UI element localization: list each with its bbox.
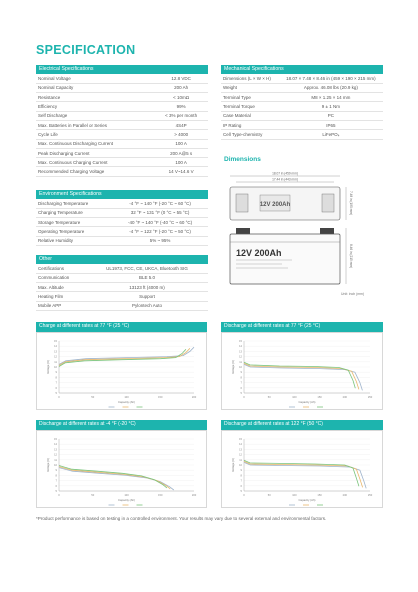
spec-label: Relative Humidity bbox=[36, 236, 112, 245]
y-axis-label: Voltage (V) bbox=[231, 359, 235, 374]
spec-value: UL1973, FCC, CE, UKCA, Bluetooth SIG bbox=[86, 264, 208, 273]
chart-4-heading: Discharge at different rates at 122 °F (50 °C) bbox=[221, 420, 383, 430]
spec-label: Recommended Charging Voltage bbox=[36, 167, 154, 176]
spec-label: Max. Batteries in Parallel or Series bbox=[36, 120, 154, 129]
y-tick-label: 6 bbox=[240, 484, 242, 488]
mechanical-row bbox=[221, 130, 383, 139]
electrical-row bbox=[36, 167, 208, 176]
y-tick-label: 10 bbox=[54, 463, 57, 467]
y-tick-label: 13 bbox=[54, 349, 57, 353]
x-tick-label: 250 bbox=[367, 493, 373, 497]
x-tick-label: 150 bbox=[158, 395, 163, 399]
chart-4-plot bbox=[222, 431, 384, 509]
electrical-row bbox=[36, 130, 208, 139]
spec-label: Discharging Temperature bbox=[36, 199, 112, 208]
spec-label: Max. Continuous Charging Current bbox=[36, 158, 154, 167]
y-tick-label: 11 bbox=[54, 458, 57, 462]
y-tick-label: 8 bbox=[55, 473, 57, 477]
page-title: SPECIFICATION bbox=[36, 43, 136, 57]
x-tick-label: 100 bbox=[292, 395, 297, 399]
other-specs bbox=[36, 255, 208, 311]
spec-label: Peak Discharging Current bbox=[36, 148, 154, 157]
environment-table bbox=[36, 199, 208, 246]
spec-label: Operating Temperature bbox=[36, 227, 112, 236]
mechanical-row bbox=[221, 120, 383, 129]
spec-value: 4S4P bbox=[154, 120, 208, 129]
spec-label: Mobile APP bbox=[36, 301, 86, 310]
chart-panel-3 bbox=[36, 420, 207, 508]
spec-value: 100 A bbox=[154, 158, 208, 167]
electrical-table bbox=[36, 74, 208, 177]
spec-value: -40 °F ~ 140 °F (-40 °C ~ 60 °C) bbox=[112, 218, 208, 227]
y-tick-label: 5 bbox=[240, 391, 242, 395]
y-tick-label: 7 bbox=[55, 381, 57, 385]
electrical-row bbox=[36, 158, 208, 167]
spec-value: BLE 5.0 bbox=[86, 273, 208, 282]
x-tick-label: 150 bbox=[317, 395, 322, 399]
spec-value: 100 A bbox=[154, 139, 208, 148]
spec-label: Self Discharge bbox=[36, 111, 154, 120]
electrical-row bbox=[36, 148, 208, 157]
y-tick-label: 9 bbox=[240, 468, 242, 472]
x-axis-label: Capacity (Ah) bbox=[118, 497, 135, 502]
electrical-row bbox=[36, 74, 208, 83]
electrical-row bbox=[36, 93, 208, 102]
chart-1-plot bbox=[37, 333, 208, 411]
y-tick-label: 15 bbox=[54, 339, 57, 343]
spec-label: Cycle Life bbox=[36, 130, 154, 139]
y-tick-label: 5 bbox=[55, 489, 57, 493]
height-label: 8.46 in (215 mm) bbox=[349, 243, 353, 269]
spec-value: 200 A@5 s bbox=[154, 148, 208, 157]
spec-value: 12.8 VDC bbox=[154, 74, 208, 83]
spec-value: 14 V~14.6 V bbox=[154, 167, 208, 176]
environment-row bbox=[36, 227, 208, 236]
y-tick-label: 6 bbox=[55, 484, 57, 488]
spec-value: > 4000 bbox=[154, 130, 208, 139]
spec-label: Terminal Torque bbox=[221, 102, 279, 111]
mechanical-row bbox=[221, 93, 383, 102]
chart-3-plot bbox=[37, 431, 208, 509]
electrical-specs bbox=[36, 65, 208, 177]
series-line bbox=[59, 467, 174, 489]
y-tick-label: 15 bbox=[54, 437, 57, 441]
x-tick-label: 0 bbox=[58, 493, 60, 497]
y-tick-label: 8 bbox=[240, 473, 242, 477]
chart-1-heading: Charge at different rates at 77 °F (25 °C) bbox=[36, 322, 207, 332]
x-tick-label: 50 bbox=[91, 395, 95, 399]
spec-value: PC bbox=[279, 111, 383, 120]
y-tick-label: 15 bbox=[239, 437, 242, 441]
y-tick-label: 8 bbox=[240, 375, 242, 379]
spec-value: Pylontech Auto bbox=[86, 301, 208, 310]
chart-2-heading: Discharge at different rates at 77 °F (25 °C) bbox=[221, 322, 383, 332]
x-tick-label: 100 bbox=[124, 395, 129, 399]
y-tick-label: 12 bbox=[54, 355, 57, 359]
mechanical-specs bbox=[221, 65, 383, 140]
spec-value: IP65 bbox=[279, 120, 383, 129]
spec-label: Efficiency bbox=[36, 102, 154, 111]
electrical-row bbox=[36, 83, 208, 92]
y-tick-label: 12 bbox=[54, 453, 57, 457]
x-axis-label: Capacity (Ah) bbox=[298, 497, 316, 502]
width-label: 7.48 in (190 mm) bbox=[349, 190, 353, 216]
y-tick-label: 7 bbox=[240, 381, 242, 385]
spec-value: Approx. 46.08 lbs (20.9 kg) bbox=[279, 83, 383, 92]
spec-label: Case Material bbox=[221, 111, 279, 120]
svg-text:12V 200Ah: 12V 200Ah bbox=[259, 202, 291, 208]
length-label-1: 18.07 in (459 mm) bbox=[272, 171, 298, 176]
y-tick-label: 9 bbox=[55, 468, 57, 472]
chart-2-plot bbox=[222, 333, 384, 411]
series-line bbox=[59, 348, 190, 365]
environment-row bbox=[36, 218, 208, 227]
spec-value: < 3% per month bbox=[154, 111, 208, 120]
mechanical-row bbox=[221, 74, 383, 83]
other-row bbox=[36, 301, 208, 310]
spec-value: -4 °F ~ 140 °F (-20 °C ~ 60 °C) bbox=[112, 199, 208, 208]
y-tick-label: 10 bbox=[239, 463, 242, 467]
spec-label: Heating Film bbox=[36, 292, 86, 301]
environment-row bbox=[36, 236, 208, 245]
x-tick-label: 200 bbox=[191, 493, 197, 497]
spec-label: Max. Altitude bbox=[36, 283, 86, 292]
chart-panel-4 bbox=[221, 420, 383, 508]
x-tick-label: 50 bbox=[267, 493, 271, 497]
other-table bbox=[36, 264, 208, 311]
length-label-2: 17.44 in (443 mm) bbox=[272, 177, 298, 182]
y-tick-label: 14 bbox=[54, 344, 57, 348]
spec-value: LiFePO₄ bbox=[279, 130, 383, 139]
y-tick-label: 7 bbox=[240, 479, 242, 483]
mechanical-row bbox=[221, 102, 383, 111]
footnote: *Product performance is based on testing in a controlled environment. Your results may vary due to several external and environmental factors. bbox=[36, 516, 327, 521]
y-tick-label: 10 bbox=[239, 365, 242, 369]
y-tick-label: 9 bbox=[55, 370, 57, 374]
series-line bbox=[59, 465, 167, 487]
x-tick-label: 250 bbox=[367, 395, 373, 399]
y-tick-label: 11 bbox=[239, 458, 242, 462]
electrical-row bbox=[36, 102, 208, 111]
series-line bbox=[59, 466, 170, 488]
y-tick-label: 8 bbox=[55, 375, 57, 379]
battery-dimension-drawing bbox=[222, 170, 384, 300]
y-tick-label: 13 bbox=[239, 349, 242, 353]
electrical-heading: Electrical Specifications bbox=[36, 65, 208, 74]
y-tick-label: 13 bbox=[54, 447, 57, 451]
environment-row bbox=[36, 208, 208, 217]
y-tick-label: 9 bbox=[240, 370, 242, 374]
other-row bbox=[36, 283, 208, 292]
y-tick-label: 5 bbox=[55, 391, 57, 395]
spec-label: Storage Temperature bbox=[36, 218, 112, 227]
other-row bbox=[36, 273, 208, 282]
x-tick-label: 50 bbox=[267, 395, 271, 399]
spec-label: Terminal Type bbox=[221, 93, 279, 102]
y-tick-label: 12 bbox=[239, 453, 242, 457]
spec-label: Dimensions (L × W × H) bbox=[221, 74, 279, 83]
spec-value: 99% bbox=[154, 102, 208, 111]
x-tick-label: 100 bbox=[292, 493, 297, 497]
electrical-row bbox=[36, 111, 208, 120]
y-tick-label: 13 bbox=[239, 447, 242, 451]
electrical-row bbox=[36, 139, 208, 148]
spec-value: 200 Ah bbox=[154, 83, 208, 92]
unit-note: Unit: inch (mm) bbox=[341, 292, 364, 296]
chart-panel-2 bbox=[221, 322, 383, 410]
other-row bbox=[36, 264, 208, 273]
y-tick-label: 11 bbox=[54, 360, 57, 364]
y-tick-label: 10 bbox=[54, 365, 57, 369]
spec-label: Certifications bbox=[36, 264, 86, 273]
y-tick-label: 6 bbox=[55, 386, 57, 390]
x-tick-label: 150 bbox=[158, 493, 163, 497]
spec-value: M8 × 1.25 × 14 mm bbox=[279, 93, 383, 102]
y-tick-label: 11 bbox=[239, 360, 242, 364]
y-tick-label: 5 bbox=[240, 489, 242, 493]
spec-label: IP Rating bbox=[221, 120, 279, 129]
battery-front-view bbox=[230, 234, 340, 284]
x-tick-label: 0 bbox=[243, 493, 245, 497]
spec-label: Weight bbox=[221, 83, 279, 92]
electrical-row bbox=[36, 120, 208, 129]
spec-label: Communication bbox=[36, 273, 86, 282]
spec-value: 32 °F ~ 131 °F (0 °C ~ 55 °C) bbox=[112, 208, 208, 217]
mechanical-heading: Mechanical Specifications bbox=[221, 65, 383, 74]
spec-value: < 10mΩ bbox=[154, 93, 208, 102]
other-row bbox=[36, 292, 208, 301]
spec-value: 13123 ft (4000 m) bbox=[86, 283, 208, 292]
y-tick-label: 6 bbox=[240, 386, 242, 390]
battery-label: 12V 200Ah bbox=[236, 248, 282, 258]
other-heading: Other bbox=[36, 255, 208, 264]
x-tick-label: 150 bbox=[317, 493, 322, 497]
y-axis-label: Voltage (V) bbox=[46, 359, 50, 374]
x-tick-label: 50 bbox=[91, 493, 95, 497]
y-tick-label: 14 bbox=[54, 442, 57, 446]
dimensions-heading: Dimensions bbox=[224, 156, 261, 163]
x-tick-label: 0 bbox=[58, 395, 60, 399]
x-tick-label: 200 bbox=[342, 395, 347, 399]
x-axis-label: Capacity (Ah) bbox=[118, 399, 135, 404]
spec-label: Nominal Voltage bbox=[36, 74, 154, 83]
mechanical-table bbox=[221, 74, 383, 140]
chart-3-heading: Discharge at different rates at -4 °F (-20 °C) bbox=[36, 420, 207, 430]
mechanical-row bbox=[221, 111, 383, 120]
x-tick-label: 200 bbox=[342, 493, 347, 497]
spec-label: Nominal Capacity bbox=[36, 83, 154, 92]
spec-value: 5% ~ 95% bbox=[112, 236, 208, 245]
x-tick-label: 200 bbox=[191, 395, 197, 399]
x-axis-label: Capacity (Ah) bbox=[298, 399, 316, 404]
spec-value: 18.07 × 7.48 × 8.46 in (459 × 190 × 215 mm) bbox=[279, 74, 383, 83]
y-tick-label: 7 bbox=[55, 479, 57, 483]
y-axis-label: Voltage (V) bbox=[231, 457, 235, 472]
spec-label: Cell Type-chemistry bbox=[221, 130, 279, 139]
spec-value: -4 °F ~ 122 °F (-20 °C ~ 50 °C) bbox=[112, 227, 208, 236]
x-tick-label: 100 bbox=[124, 493, 129, 497]
spec-label: Charging Temperature bbox=[36, 208, 112, 217]
spec-label: Resistance bbox=[36, 93, 154, 102]
y-tick-label: 14 bbox=[239, 442, 242, 446]
spec-value: 9 ± 1 Nm bbox=[279, 102, 383, 111]
y-tick-label: 15 bbox=[239, 339, 242, 343]
chart-panel-1 bbox=[36, 322, 207, 410]
mechanical-row bbox=[221, 83, 383, 92]
spec-value: Support bbox=[86, 292, 208, 301]
y-tick-label: 12 bbox=[239, 355, 242, 359]
environment-row bbox=[36, 199, 208, 208]
y-tick-label: 14 bbox=[239, 344, 242, 348]
environment-heading: Environment Specifications bbox=[36, 190, 208, 199]
x-tick-label: 0 bbox=[243, 395, 245, 399]
environment-specs bbox=[36, 190, 208, 246]
spec-label: Max. Continuous Discharging Current bbox=[36, 139, 154, 148]
y-axis-label: Voltage (V) bbox=[46, 457, 50, 472]
